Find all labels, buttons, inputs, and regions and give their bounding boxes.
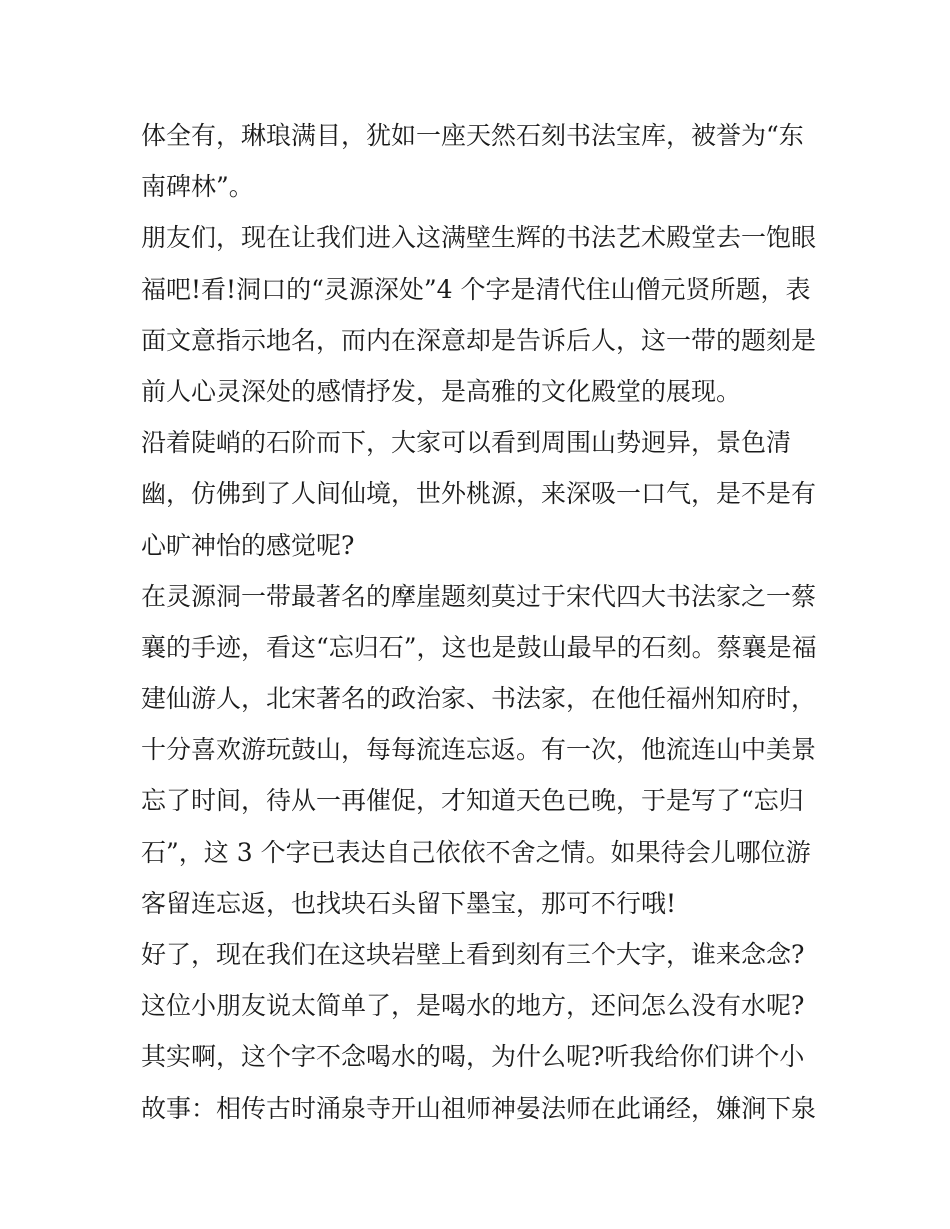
text-line: 在灵源洞一带最著名的摩崖题刻莫过于宋代四大书法家之一蔡 [141, 581, 817, 611]
text-line: 客留连忘返，也找块石头留下墨宝，那可不行哦! [141, 888, 677, 918]
text-line: 故事：相传古时涌泉寺开山祖师神晏法师在此诵经，嫌涧下泉 [141, 1093, 817, 1123]
text-line: 前人心灵深处的感情抒发，是高雅的文化殿堂的展现。 [141, 376, 742, 406]
text-line: 心旷神怡的感觉呢? [141, 530, 355, 560]
text-line: 南碑林”。 [141, 172, 254, 202]
text-line: 襄的手迹，看这“忘归石”，这也是鼓山最早的石刻。蔡襄是福 [141, 632, 817, 662]
text-line: 建仙游人，北宋著名的政治家、书法家，在他任福州知府时， [141, 684, 817, 714]
text-line: 这位小朋友说太简单了，是喝水的地方，还问怎么没有水呢? [141, 991, 805, 1021]
text-line: 忘了时间，待从一再催促，才知道天色已晚，于是写了“忘归 [141, 786, 804, 816]
text-line: 十分喜欢游玩鼓山，每每流连忘返。有一次，他流连山中美景 [141, 735, 817, 765]
document-body [141, 110, 817, 1134]
text-line: 朋友们，现在让我们进入这满壁生辉的书法艺术殿堂去一饱眼 [141, 223, 817, 253]
text-line: 沿着陡峭的石阶而下，大家可以看到周围山势迥异，景色清 [141, 428, 792, 458]
text-line: 好了，现在我们在这块岩壁上看到刻有三个大字，谁来念念? [141, 940, 805, 969]
text-line: 面文意指示地名，而内在深意却是告诉后人，这一带的题刻是 [141, 325, 817, 355]
text-line: 石”，这 3 个字已表达自己依依不舍之情。如果待会儿哪位游 [141, 837, 811, 867]
text-line: 幽，仿佛到了人间仙境，世外桃源，来深吸一口气，是不是有 [141, 479, 817, 509]
text-line: 福吧!看!洞口的“灵源深处”4 个字是清代住山僧元贤所题，表 [141, 274, 811, 304]
text-line: 其实啊，这个字不念喝水的喝，为什么呢?听我给你们讲个小 [141, 1042, 805, 1072]
text-line: 体全有，琳琅满目，犹如一座天然石刻书法宝库，被誉为“东 [141, 121, 804, 150]
